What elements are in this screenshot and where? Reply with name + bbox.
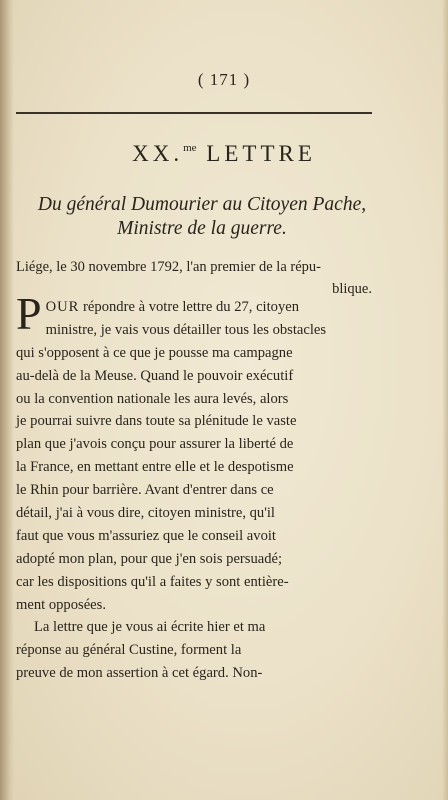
page-number: ( 171 ) [197, 70, 251, 89]
page-gutter-shadow [0, 0, 14, 800]
body-line: plan que j'avois conçu pour assurer la liberté de [16, 436, 294, 453]
heading-ordinal-suffix: me [183, 142, 197, 154]
page-edge-shadow [442, 0, 448, 800]
dateline-line-2: blique. [332, 281, 372, 297]
heading-word: LETTRE [206, 141, 316, 166]
body-line: qui s'opposent à ce que je pousse ma campagne [16, 344, 293, 361]
body-line: ou la convention nationale les aura levés, alors [16, 390, 289, 407]
body-line: au-delà de la Meuse. Quand le pouvoir exécutif [16, 367, 294, 384]
body-line: ment opposées. [16, 596, 106, 613]
body-line: réponse au général Custine, forment la [16, 642, 242, 659]
letter-heading [0, 141, 448, 167]
body-line: La lettre que je vous ai écrite hier et ma [34, 619, 266, 636]
body-line: preuve de mon assertion à cet égard. Non- [16, 665, 263, 682]
dateline [16, 256, 372, 300]
body-line: le Rhin pour barrière. Avant d'entrer dans ce [16, 482, 274, 499]
first-word-smallcaps: OUR [45, 299, 80, 315]
body-line: je pourrai suivre dans toute sa plénitude le vaste [16, 413, 297, 430]
dateline-line-1: Liége, le 30 novembre 1792, l'an premier de la répu- [16, 259, 321, 275]
body-line: adopté mon plan, pour que j'en sois persuadé; [16, 550, 283, 567]
letter-subtitle [16, 193, 388, 241]
drop-cap: P [16, 288, 42, 339]
body-line: la France, en mettant entre elle et le despotisme [16, 459, 294, 476]
body-line: faut que vous m'assuriez que le conseil avoit [16, 527, 276, 544]
first-line-text: répondre à votre lettre du 27, citoyen [79, 299, 300, 315]
body-line-2: ministre, je vais vous détailler tous les obstacles [45, 321, 327, 338]
heading-numeral: XX. [132, 141, 184, 166]
header-rule [16, 112, 372, 114]
body-line: détail, j'ai à vous dire, citoyen ministre, qu'il [16, 505, 275, 522]
body-line-1 [16, 296, 372, 319]
body-line: car les dispositions qu'il a faites y sont entière- [16, 573, 289, 590]
subtitle-line-1: Du général Dumourier au Citoyen Pache, [37, 194, 367, 215]
subtitle-line-2: Ministre de la guerre. [117, 218, 287, 239]
